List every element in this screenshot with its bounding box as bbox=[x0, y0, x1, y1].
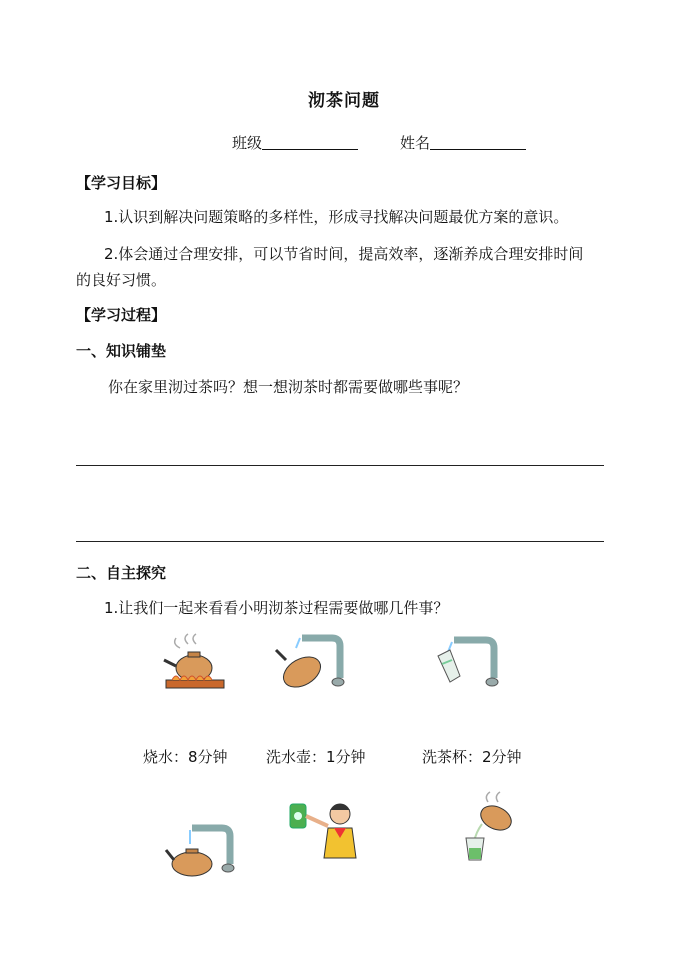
section-2-question: 1.让我们一起来看看小明沏茶过程需要做哪几件事？ bbox=[104, 599, 449, 617]
goal-item-1: 1.认识到解决问题策略的多样性，形成寻找解决问题最优方案的意识。 bbox=[104, 208, 569, 226]
name-label: 姓名 bbox=[400, 134, 431, 152]
kettle-under-tap-icon bbox=[164, 822, 242, 880]
task-caption-boil-water: 烧水：8分钟 bbox=[143, 748, 228, 766]
name-field[interactable] bbox=[400, 132, 526, 154]
boy-with-tea-tin-icon bbox=[286, 798, 366, 864]
page-title: 沏茶问题 bbox=[308, 91, 380, 111]
name-blank[interactable] bbox=[430, 135, 526, 150]
boiling-kettle-icon bbox=[158, 638, 230, 694]
task-caption-wash-kettle: 洗水壶：1分钟 bbox=[266, 748, 366, 766]
answer-line-2[interactable] bbox=[76, 541, 604, 542]
class-blank[interactable] bbox=[262, 135, 358, 150]
goal-item-2-line-1: 2.体会通过合理安排，可以节省时间，提高效率，逐渐养成合理安排时间 bbox=[104, 245, 584, 263]
goals-heading: 【学习目标】 bbox=[76, 174, 167, 192]
goal-item-2-line-2: 的良好习惯。 bbox=[76, 271, 167, 289]
task-caption-wash-cup: 洗茶杯：2分钟 bbox=[422, 748, 522, 766]
class-label: 班级 bbox=[232, 134, 263, 152]
process-heading: 【学习过程】 bbox=[76, 306, 167, 324]
section-2-title: 二、自主探究 bbox=[76, 564, 167, 582]
washing-cup-icon bbox=[430, 634, 506, 694]
section-1-question: 你在家里沏过茶吗？想一想沏茶时都需要做哪些事呢？ bbox=[108, 378, 469, 396]
section-1-title: 一、知识铺垫 bbox=[76, 342, 167, 360]
washing-kettle-icon bbox=[272, 634, 348, 694]
class-field[interactable] bbox=[232, 132, 358, 154]
pouring-tea-icon bbox=[452, 794, 516, 866]
answer-line-1[interactable] bbox=[76, 465, 604, 466]
